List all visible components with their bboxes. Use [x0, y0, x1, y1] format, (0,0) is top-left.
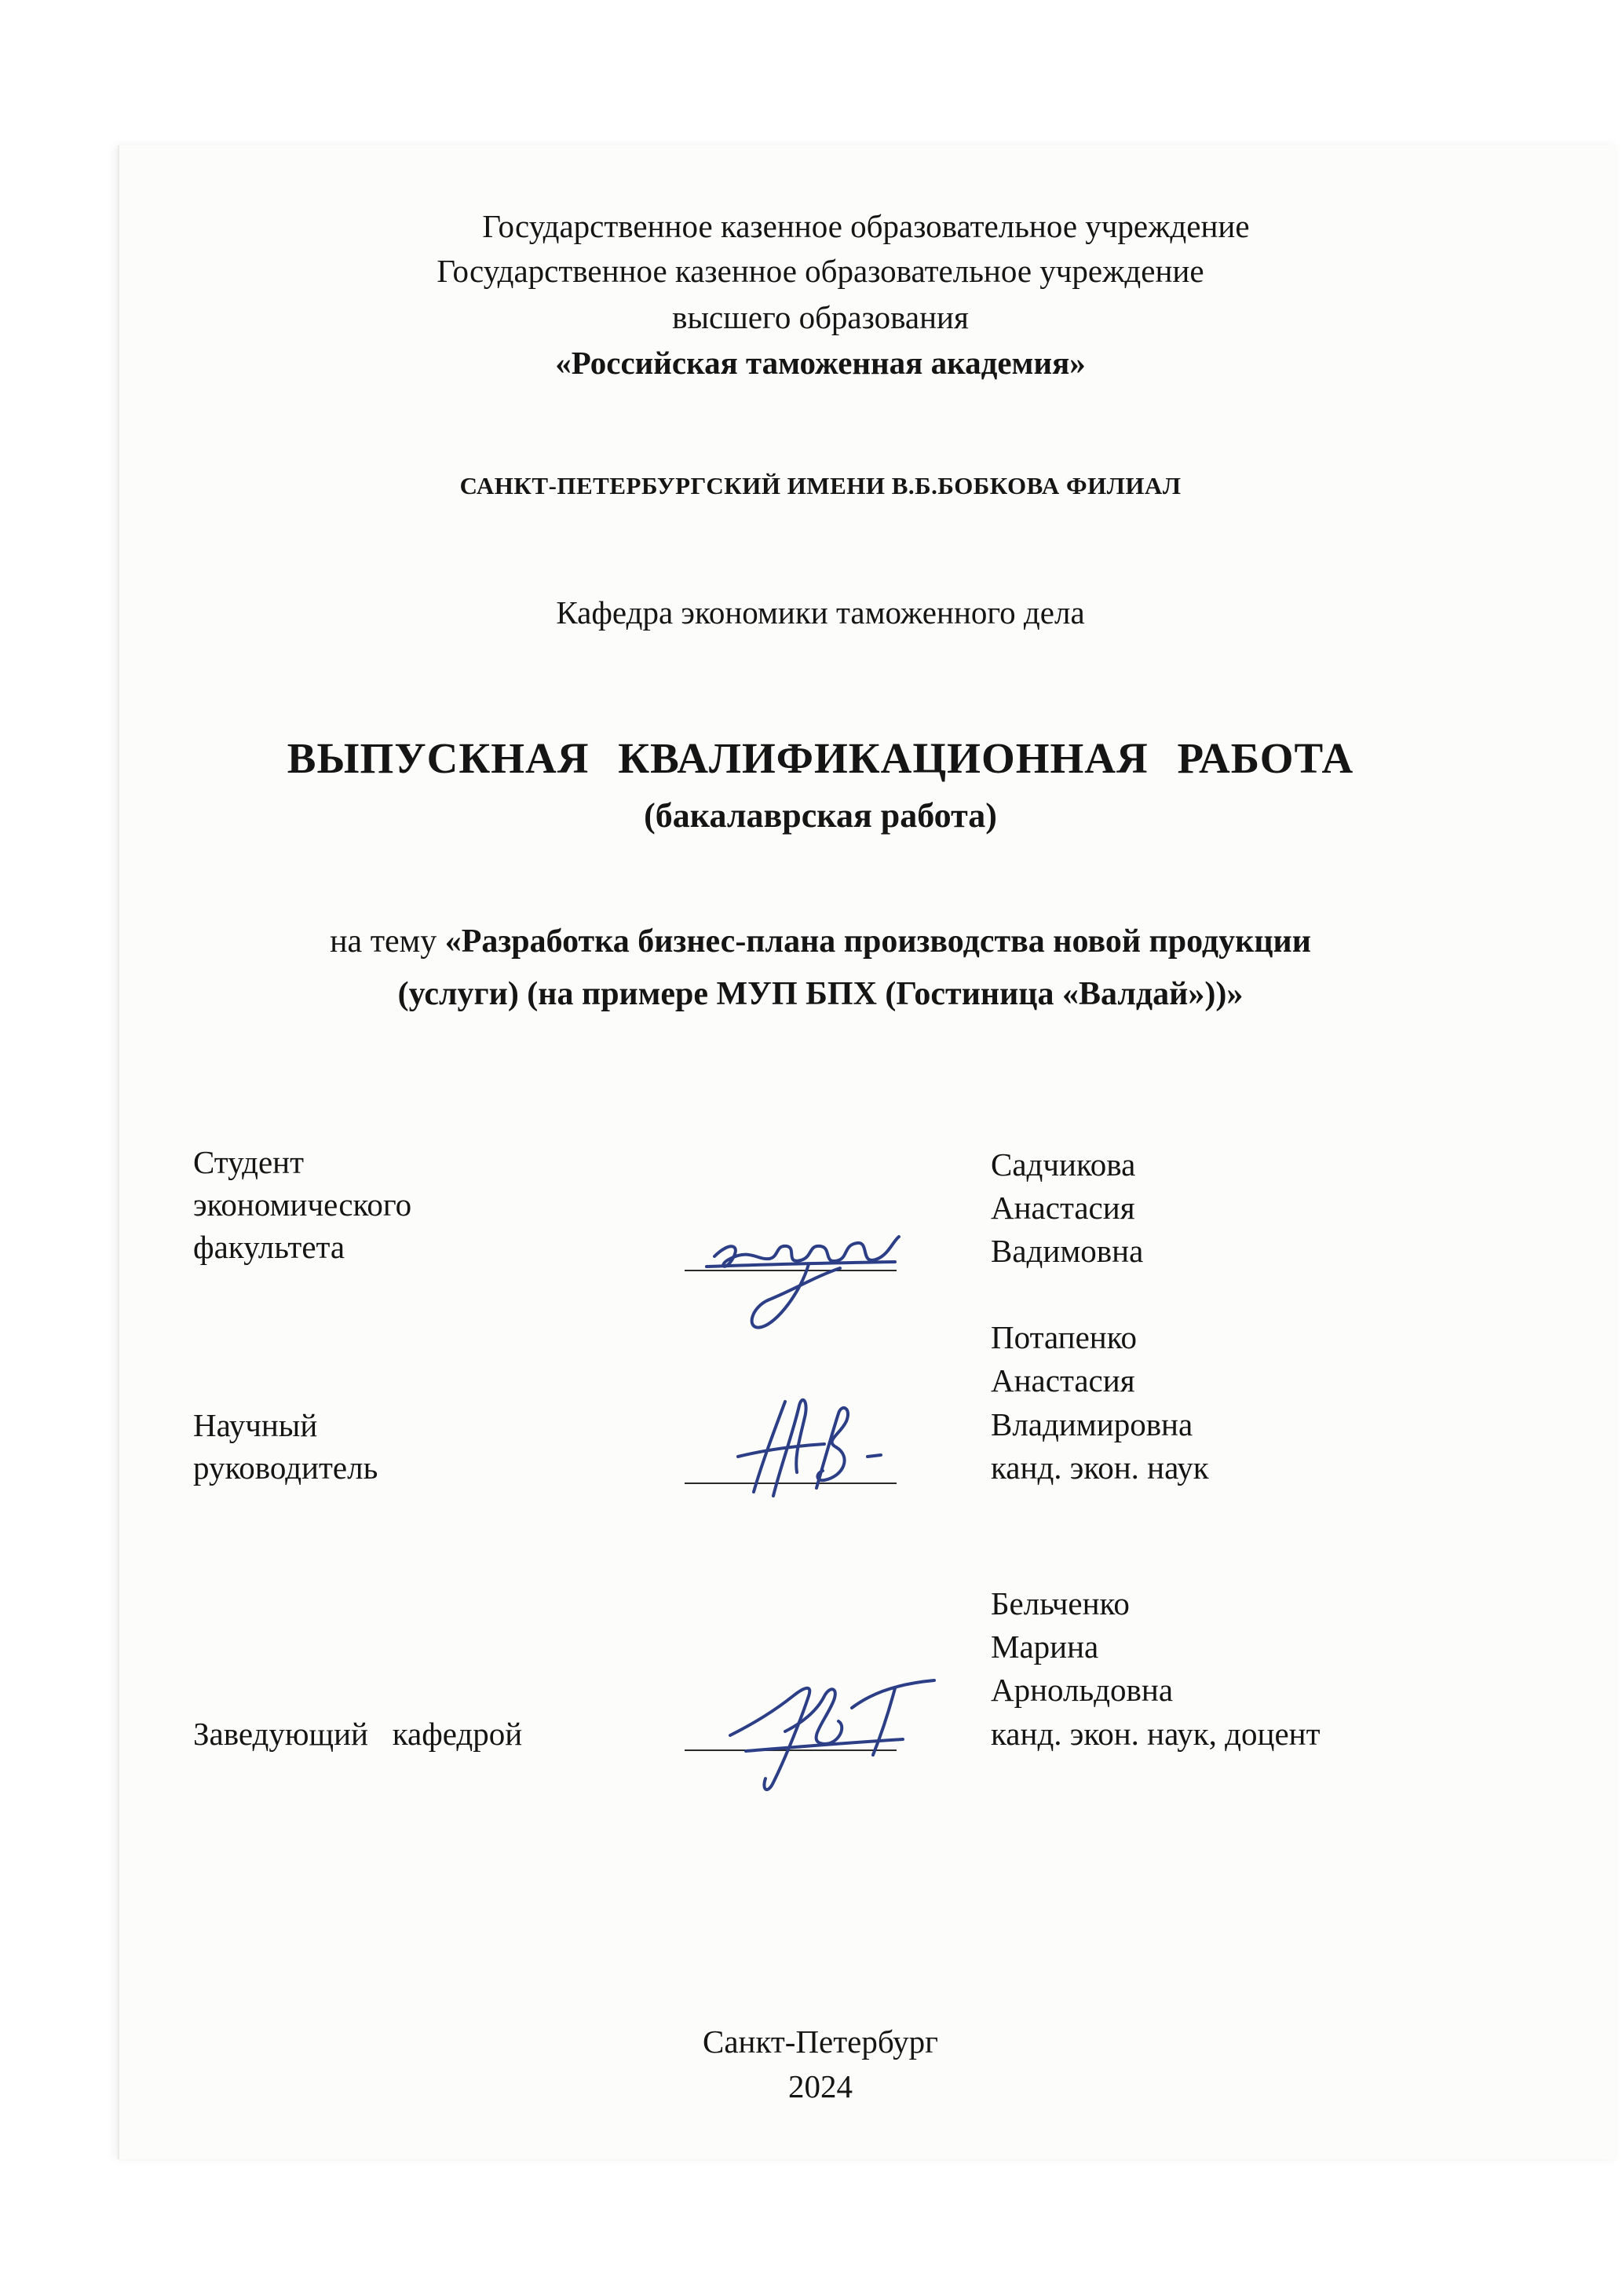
head-name-line-2: Марина	[991, 1629, 1099, 1665]
head-name-line-1: Бельченко	[991, 1585, 1130, 1621]
supervisor-name-line-2: Анастасия	[991, 1362, 1135, 1398]
student-name-line-1: Садчикова	[991, 1146, 1136, 1183]
topic-line-1	[330, 925, 1311, 958]
handwritten-signature-supervisor-icon	[707, 1386, 911, 1512]
document-sheet	[118, 145, 1617, 2159]
header-line-2: Государственное казенное образовательное учреждение	[437, 253, 1204, 289]
supervisor-name-line-1: Потапенко	[991, 1319, 1138, 1355]
department-name: Кафедра экономики таможенного дела	[556, 594, 1085, 631]
supervisor-name-line-3: Владимировна	[991, 1406, 1193, 1442]
student-role-line-2: экономического	[193, 1186, 412, 1223]
student-name-line-2: Анастасия	[991, 1190, 1135, 1226]
head-degree: канд. экон. наук, доцент	[991, 1716, 1321, 1752]
head-role: Заведующий кафедрой	[193, 1716, 523, 1752]
header-line-1: Государственное казенное образовательное учреждение	[482, 208, 1250, 244]
supervisor-degree: канд. экон. наук	[991, 1450, 1209, 1486]
student-role-line-3: факультета	[193, 1229, 345, 1265]
header-line-3: высшего образования	[672, 299, 969, 335]
supervisor-role-line-1: Научный	[193, 1407, 318, 1443]
head-name-line-3: Арнольдовна	[991, 1672, 1174, 1708]
handwritten-signature-student-icon	[683, 1197, 919, 1347]
academy-name: «Российская таможенная академия»	[555, 345, 1086, 381]
sheet-edge	[118, 145, 119, 2159]
student-name-line-3: Вадимовна	[991, 1233, 1144, 1269]
work-title: ВЫПУСКНАЯ КВАЛИФИКАЦИОННАЯ РАБОТА	[287, 734, 1354, 782]
supervisor-role-line-2: руководитель	[193, 1450, 378, 1486]
handwritten-signature-head-icon	[699, 1649, 950, 1806]
topic-text-1: «Разработка бизнес-плана производства новой продукции	[444, 923, 1311, 960]
student-role-line-1: Студент	[193, 1144, 305, 1180]
branch-name: САНКТ-ПЕТЕРБУРГСКИЙ ИМЕНИ В.Б.БОБКОВА ФИЛИАЛ	[459, 472, 1182, 499]
footer-city: Санкт-Петербург	[703, 2024, 938, 2060]
work-subtitle: (бакалаврская работа)	[644, 796, 997, 835]
footer-year: 2024	[788, 2068, 853, 2104]
topic-line-2: (услуги) (на примере МУП БПХ (Гостиница «Валдай»))»	[397, 976, 1244, 1012]
topic-prefix: на тему	[330, 923, 445, 960]
